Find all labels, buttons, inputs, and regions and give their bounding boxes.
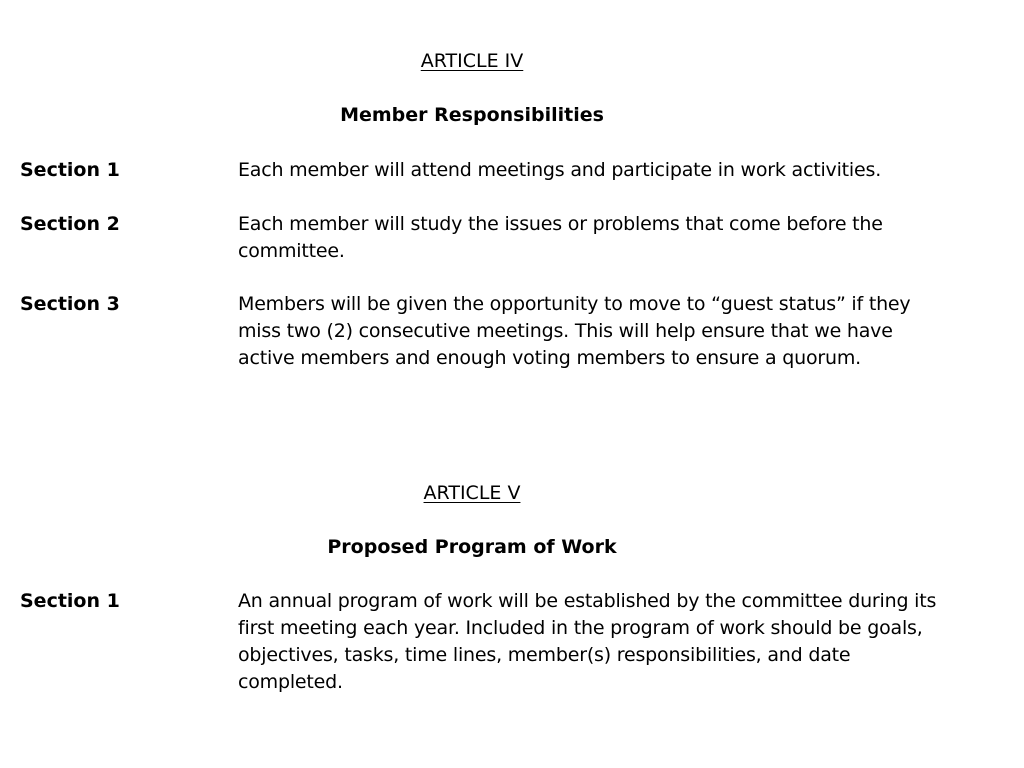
article-iv-heading: ARTICLE IV: [420, 50, 524, 72]
section-text: Each member will study the issues or problems that come before the committee.: [238, 213, 883, 262]
section-text: Members will be given the opportunity to move to “guest status” if they miss two (2) consecutive meetings. This will help ensure that we have active members and enough voting members to ensure a quorum.: [238, 293, 911, 369]
article-v-heading: ARTICLE V: [423, 482, 521, 504]
section-label: Section 2: [20, 213, 120, 235]
article-v-title: Proposed Program of Work: [327, 536, 617, 558]
section-text: Each member will attend meetings and participate in work activities.: [238, 159, 882, 181]
section-text: An annual program of work will be established by the committee during its first meeting each year. Included in the program of work should be goals, objectives, tasks, time lines, member(s) responsibilities, and date completed.: [238, 590, 937, 693]
section-label: Section 1: [20, 590, 120, 612]
section-label: Section 3: [20, 293, 120, 315]
section-label: Section 1: [20, 159, 120, 181]
article-iv-title: Member Responsibilities: [340, 104, 604, 126]
